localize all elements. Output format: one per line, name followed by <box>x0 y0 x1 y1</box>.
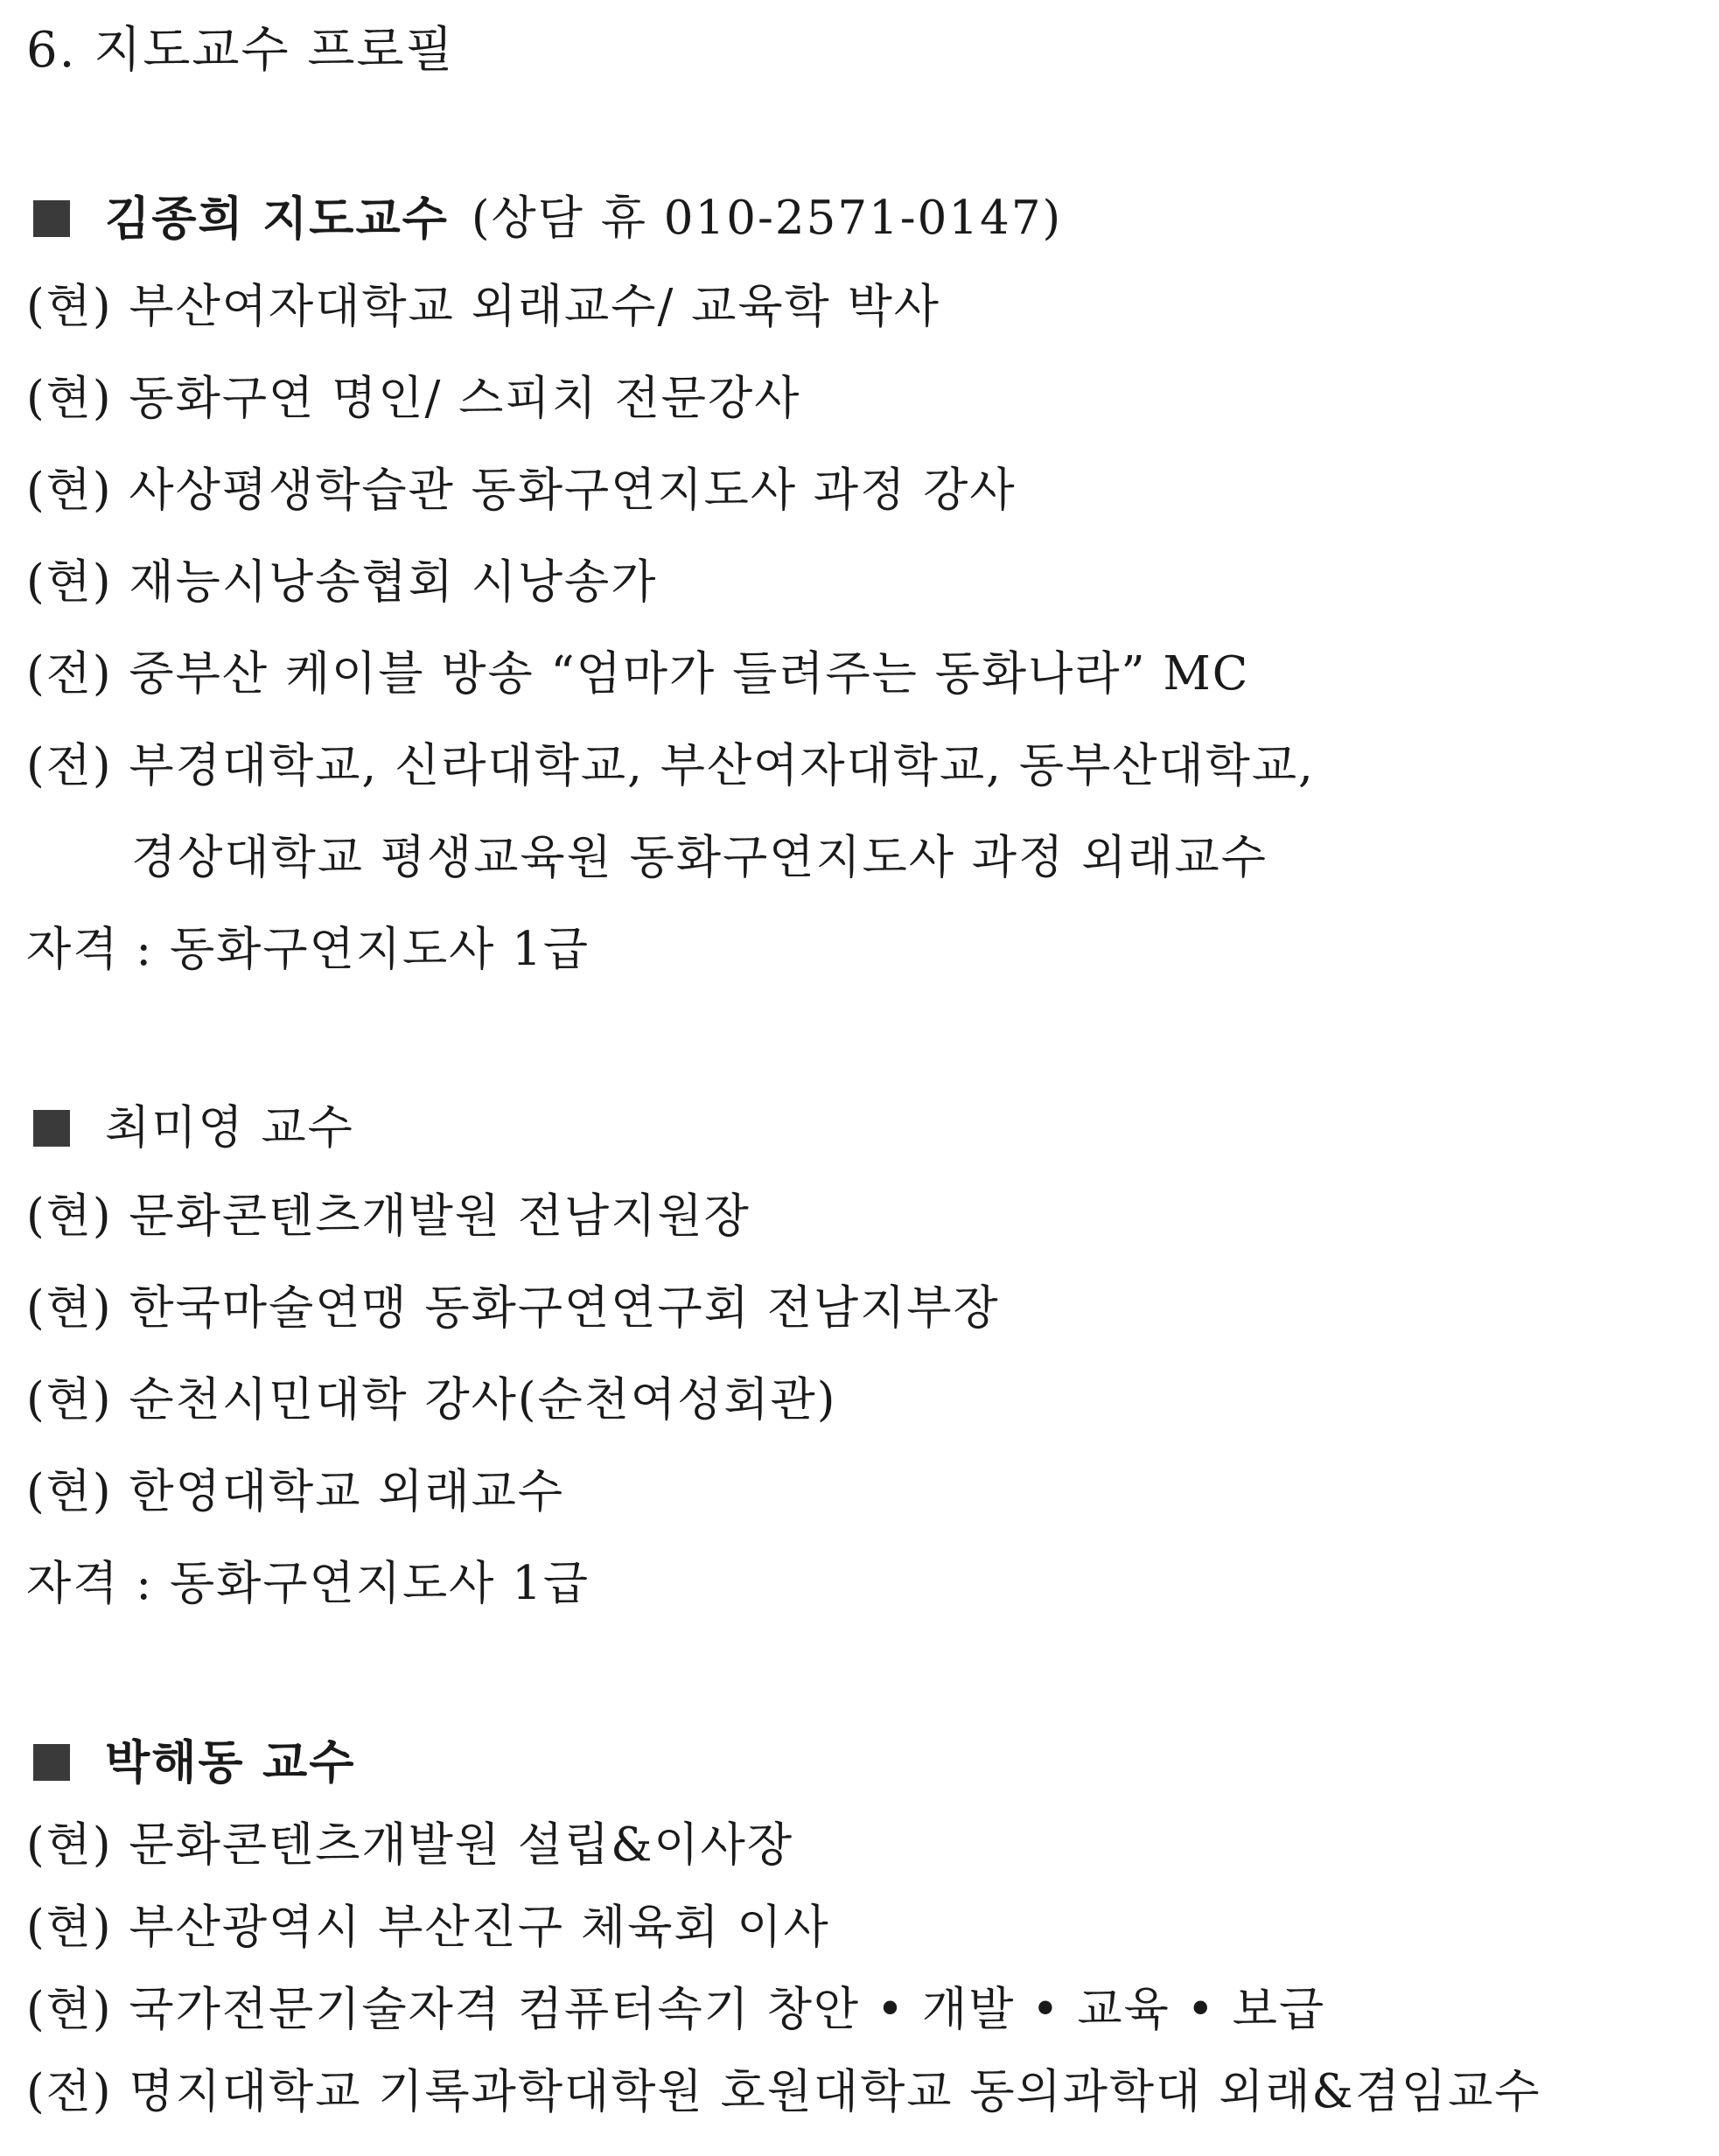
line-text: 한영대학교 외래교수 <box>129 1465 565 1518</box>
line-tag: (현) <box>26 1983 113 2036</box>
line-tag: (전) <box>26 647 113 701</box>
career-line <box>26 1969 1697 2051</box>
line-tag: 자격 : <box>26 1557 154 1610</box>
line-text: 동화구연 명인/ 스피치 전문강사 <box>129 372 801 425</box>
profile-kim <box>26 177 1697 995</box>
section-title: 6. 지도교수 프로필 <box>26 22 455 79</box>
line-tag: (전) <box>26 739 113 792</box>
profile-choi <box>26 1086 1697 1629</box>
profile-title <box>26 177 1697 261</box>
career-line <box>26 1170 1697 1262</box>
profile-park <box>26 1720 1697 2133</box>
professor-name: 김종희 지도교수 <box>105 192 449 246</box>
line-text: 동화구연지도사 1급 <box>169 923 590 976</box>
line-tag: 자격 : <box>26 923 154 976</box>
professor-name: 최미영 교수 <box>105 1101 354 1155</box>
line-text: 한국마술연맹 동화구연연구회 전남지부장 <box>129 1281 1000 1335</box>
line-tag: (현) <box>26 1373 113 1427</box>
black-square-icon <box>33 200 70 237</box>
line-text: 사상평생학습관 동화구연지도사 과정 강사 <box>129 464 1017 517</box>
qualification-line <box>26 904 1697 995</box>
career-line <box>26 1354 1697 1446</box>
line-tag: (현) <box>26 555 113 609</box>
career-line <box>26 352 1697 444</box>
line-text: 재능시낭송협회 시낭송가 <box>129 555 658 609</box>
line-tag: (현) <box>26 280 113 333</box>
profile-title <box>26 1720 1697 1804</box>
career-line-continued <box>26 812 1697 904</box>
line-tag: (현) <box>26 372 113 425</box>
profile-title <box>26 1086 1697 1170</box>
career-line <box>26 1262 1697 1354</box>
career-line <box>26 2051 1697 2133</box>
line-text: 문화콘텐츠개발원 설립&이사장 <box>129 1818 794 1872</box>
line-tag: (현) <box>26 1818 113 1872</box>
line-tag: (현) <box>26 1190 113 1243</box>
document-page <box>26 16 1697 2133</box>
line-tag: (현) <box>26 464 113 517</box>
career-line <box>26 628 1697 720</box>
line-text: 명지대학교 기록과학대학원 호원대학교 동의과학대 외래&겸임교수 <box>129 2065 1541 2118</box>
career-line <box>26 1804 1697 1887</box>
line-text: 부산여자대학교 외래교수/ 교육학 박사 <box>129 280 940 333</box>
career-line <box>26 444 1697 536</box>
professor-name: 박해동 교수 <box>105 1735 356 1790</box>
spacer <box>26 86 1697 177</box>
career-line <box>26 261 1697 352</box>
line-text: 문화콘텐츠개발원 전남지원장 <box>129 1190 751 1243</box>
line-text: 순천시민대학 강사(순천여성회관) <box>129 1373 837 1427</box>
qualification-line <box>26 1538 1697 1629</box>
black-square-icon <box>33 1110 70 1147</box>
contact-phone: (상담 휴 010-2571-0147) <box>471 192 1063 245</box>
line-text: 경상대학교 평생교육원 동화구연지도사 과정 외래교수 <box>131 831 1268 884</box>
career-line <box>26 720 1697 812</box>
career-line <box>26 1446 1697 1538</box>
line-tag: (현) <box>26 1901 113 1954</box>
line-text: 부경대학교, 신라대학교, 부산여자대학교, 동부산대학교, <box>129 739 1315 792</box>
line-tag: (현) <box>26 1465 113 1518</box>
line-tag: (전) <box>26 2065 113 2118</box>
black-square-icon <box>33 1744 70 1781</box>
line-text: 국가전문기술자격 컴퓨터속기 창안 • 개발 • 교육 • 보급 <box>129 1983 1326 2036</box>
career-line <box>26 536 1697 628</box>
career-line <box>26 1887 1697 1969</box>
line-text: 부산광역시 부산진구 체육회 이사 <box>129 1901 830 1954</box>
line-text: 동화구연지도사 1급 <box>169 1557 590 1610</box>
line-text: 중부산 케이블 방송 “엄마가 들려주는 동화나라” MC <box>129 647 1250 701</box>
line-tag: (현) <box>26 1281 113 1335</box>
